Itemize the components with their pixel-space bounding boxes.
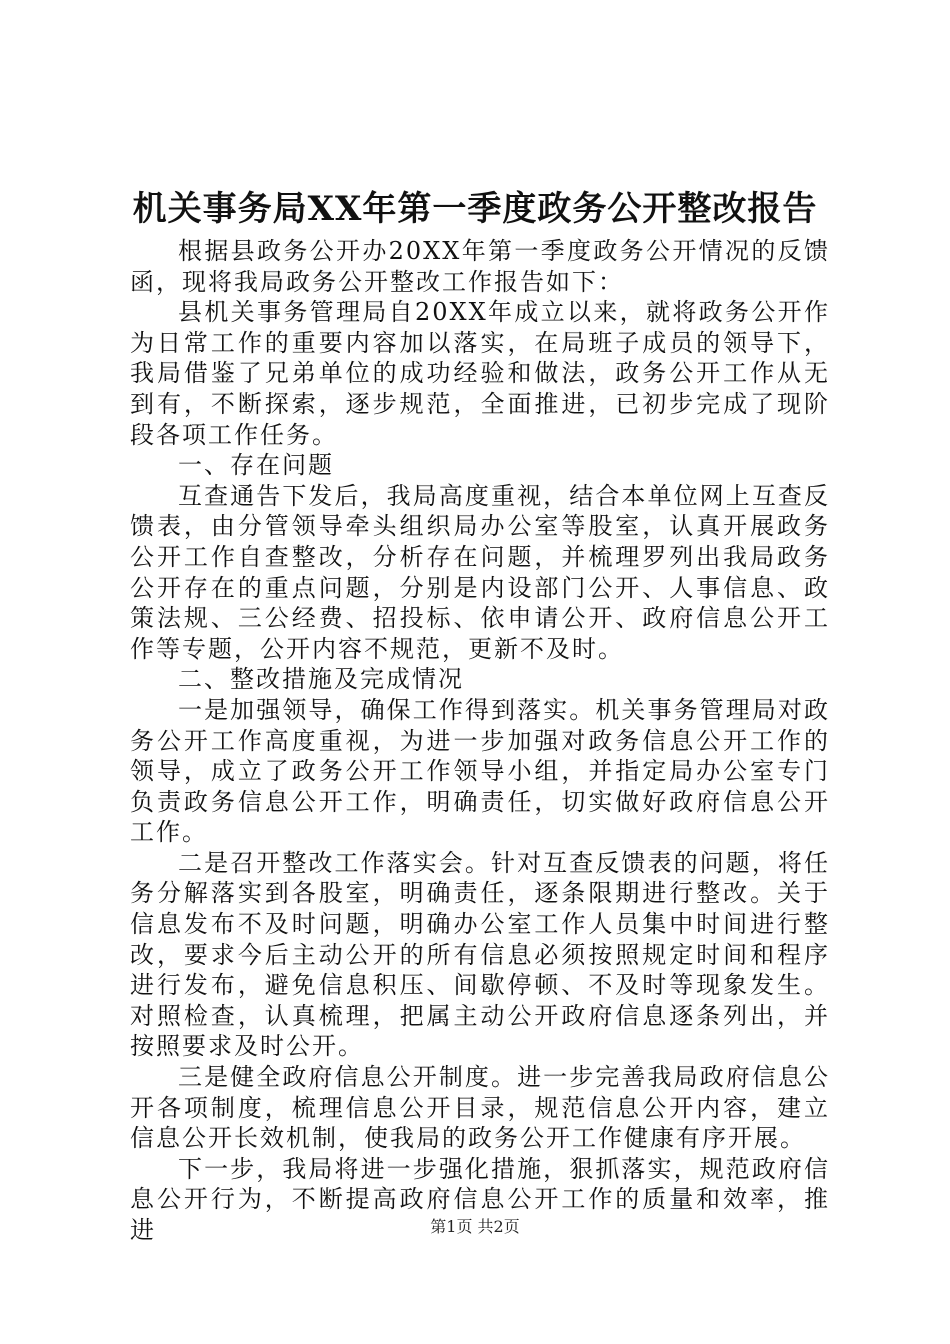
paragraph-intro: 根据县政务公开办20XX年第一季度政务公开情况的反馈函，现将我局政务公开整改工作报告如下： [130, 237, 830, 296]
paragraph-next-step: 下一步，我局将进一步强化措施，狠抓落实，规范政府信息公开行为，不断提高政府信息公开工作的质量和效率，推进 [130, 1154, 830, 1244]
document-body [130, 236, 830, 1246]
page-number-footer: 第1页 共2页 [430, 1217, 520, 1236]
section-heading-problems: 一、存在问题 [178, 451, 334, 480]
paragraph-background: 县机关事务管理局自20XX年成立以来，就将政务公开作为日常工作的重要内容加以落实，在局班子成员的领导下，我局借鉴了兄弟单位的成功经验和做法，政务公开工作从无到有，不断探索，逐步规范，全面推进，已初步完成了现阶段各项工作任务。 [130, 298, 830, 449]
paragraph-measure-3: 三是健全政府信息公开制度。进一步完善我局政府信息公开各项制度，梳理信息公开目录，规范信息公开内容，建立信息公开长效机制，使我局的政务公开工作健康有序开展。 [130, 1063, 830, 1153]
paragraph-measure-1: 一是加强领导，确保工作得到落实。机关事务管理局对政务公开工作高度重视，为进一步加强对政务信息公开工作的领导，成立了政务公开工作领导小组，并指定局办公室专门负责政务信息公开工作，明确责任，切实做好政府信息公开工作。 [130, 695, 830, 847]
section-heading-measures: 二、整改措施及完成情况 [178, 665, 464, 694]
paragraph-problems: 互查通告下发后，我局高度重视，结合本单位网上互查反馈表，由分管领导牵头组织局办公室等股室，认真开展政务公开工作自查整改，分析存在问题，并梳理罗列出我局政务公开存在的重点问题，分别是内设部门公开、人事信息、政策法规、三公经费、招投标、依申请公开、政府信息公开工作等专题，公开内容不规范，更新不及时。 [130, 481, 830, 663]
paragraph-measure-2: 二是召开整改工作落实会。针对互查反馈表的问题，将任务分解落实到各股室，明确责任，逐条限期进行整改。关于信息发布不及时问题，明确办公室工作人员集中时间进行整改，要求今后主动公开的所有信息必须按照规定时间和程序进行发布，避免信息积压、间歇停顿、不及时等现象发生。对照检查，认真梳理，把属主动公开政府信息逐条列出，并按照要求及时公开。 [130, 848, 830, 1061]
document-title: 机关事务局XX年第一季度政务公开整改报告 [132, 189, 818, 229]
